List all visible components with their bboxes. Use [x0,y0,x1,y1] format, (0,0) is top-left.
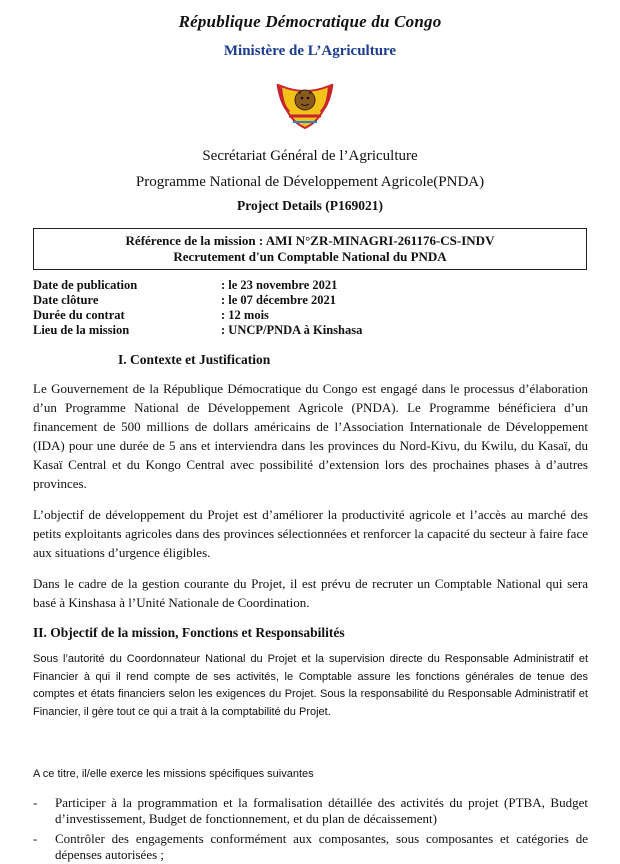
republic-heading: République Démocratique du Congo [178,12,442,31]
context-paragraph-1: Le Gouvernement de la République Démocratique du Congo est engagé dans le processus d’élaboration d’un Programme National de Développement Agricole (PNDA). Le Programme bénéficiera d’un financement de 500 millions de dollars américains de l’Association Internationale de Développement (IDA) pour une durée de 5 ans et interviendra dans les provinces du Nord-Kivu, du Kwilu, du Kasaï, du Kasaï Central et du Kongo Central avec possibilité d’extension lors des prochaines phases à d’autres provinces. [33,381,588,491]
info-row-location [33,323,593,339]
info-label: Date clôture [33,293,99,307]
list-item-text: Participer à la programmation et la formalisation détaillée des activités du projet (PTBA, Budget d’investissement, Budget de fonctionnement, et du plan de décaissement) [55,795,588,826]
info-label: Durée du contrat [33,308,125,322]
info-row-publication [33,278,593,294]
info-label: Date de publication [33,278,138,292]
mission-reference: Référence de la mission : AMI N°ZR-MINAGRI-261176-CS-INDV [125,233,495,248]
ministry-heading: Ministère de L’Agriculture [223,43,397,59]
recruitment-title: Recrutement d'un Comptable National du PNDA [173,249,447,264]
drc-coat-of-arms-icon [275,78,335,138]
info-value: : le 23 novembre 2021 [221,278,338,292]
secretariat-heading: Secrétariat Général de l’Agriculture [202,148,418,164]
info-row-duration [33,308,593,324]
list-item-text: Contrôler des engagements conformément aux composantes, sous composantes et catégories de dépenses autorisées ; [55,831,588,862]
section-title-objective: II. Objectif de la mission, Fonctions et Responsabilités [33,625,345,640]
programme-heading: Programme National de Développement Agricole(PNDA) [135,174,485,190]
info-label: Lieu de la mission [33,323,130,337]
objective-paragraph: Sous l’autorité du Coordonnateur National du Projet et la supervision directe du Responsable Administratif et Financier à qui il rend compte de ses activités, le Comptable assure les fonctions générales de tenue des comptes et états financiers selon les exigences du Projet. Sous la responsabilité du Responsable Administratif et Financier, il gère tout ce qui a trait à la comptabilité du Projet. [33,653,588,718]
section-title-context: I. Contexte et Justification [118,352,271,367]
info-value: : le 07 décembre 2021 [221,293,337,307]
bullet-dash: - [33,831,38,846]
context-paragraph-3: Dans le cadre de la gestion courante du Projet, il est prévu de recruter un Comptable National qui sera basé à Kinshasa à l’Unité Nationale de Coordination. [33,576,588,610]
bullet-dash: - [33,795,38,810]
info-value: : 12 mois [221,308,269,322]
info-value: : UNCP/PNDA à Kinshasa [221,323,363,337]
context-paragraph-2: L’objectif de développement du Projet est d’améliorer la productivité agricole et l’accès au marché des petits exploitants agricoles dans des provinces sélectionnées et renforcer la capacité du secteur à faire face aux situations d’urgence éligibles. [33,507,588,560]
project-details: Project Details (P169021) [237,198,383,213]
info-row-closing [33,293,593,309]
missions-intro: A ce titre, il/elle exerce les missions spécifiques suivantes [33,768,314,780]
